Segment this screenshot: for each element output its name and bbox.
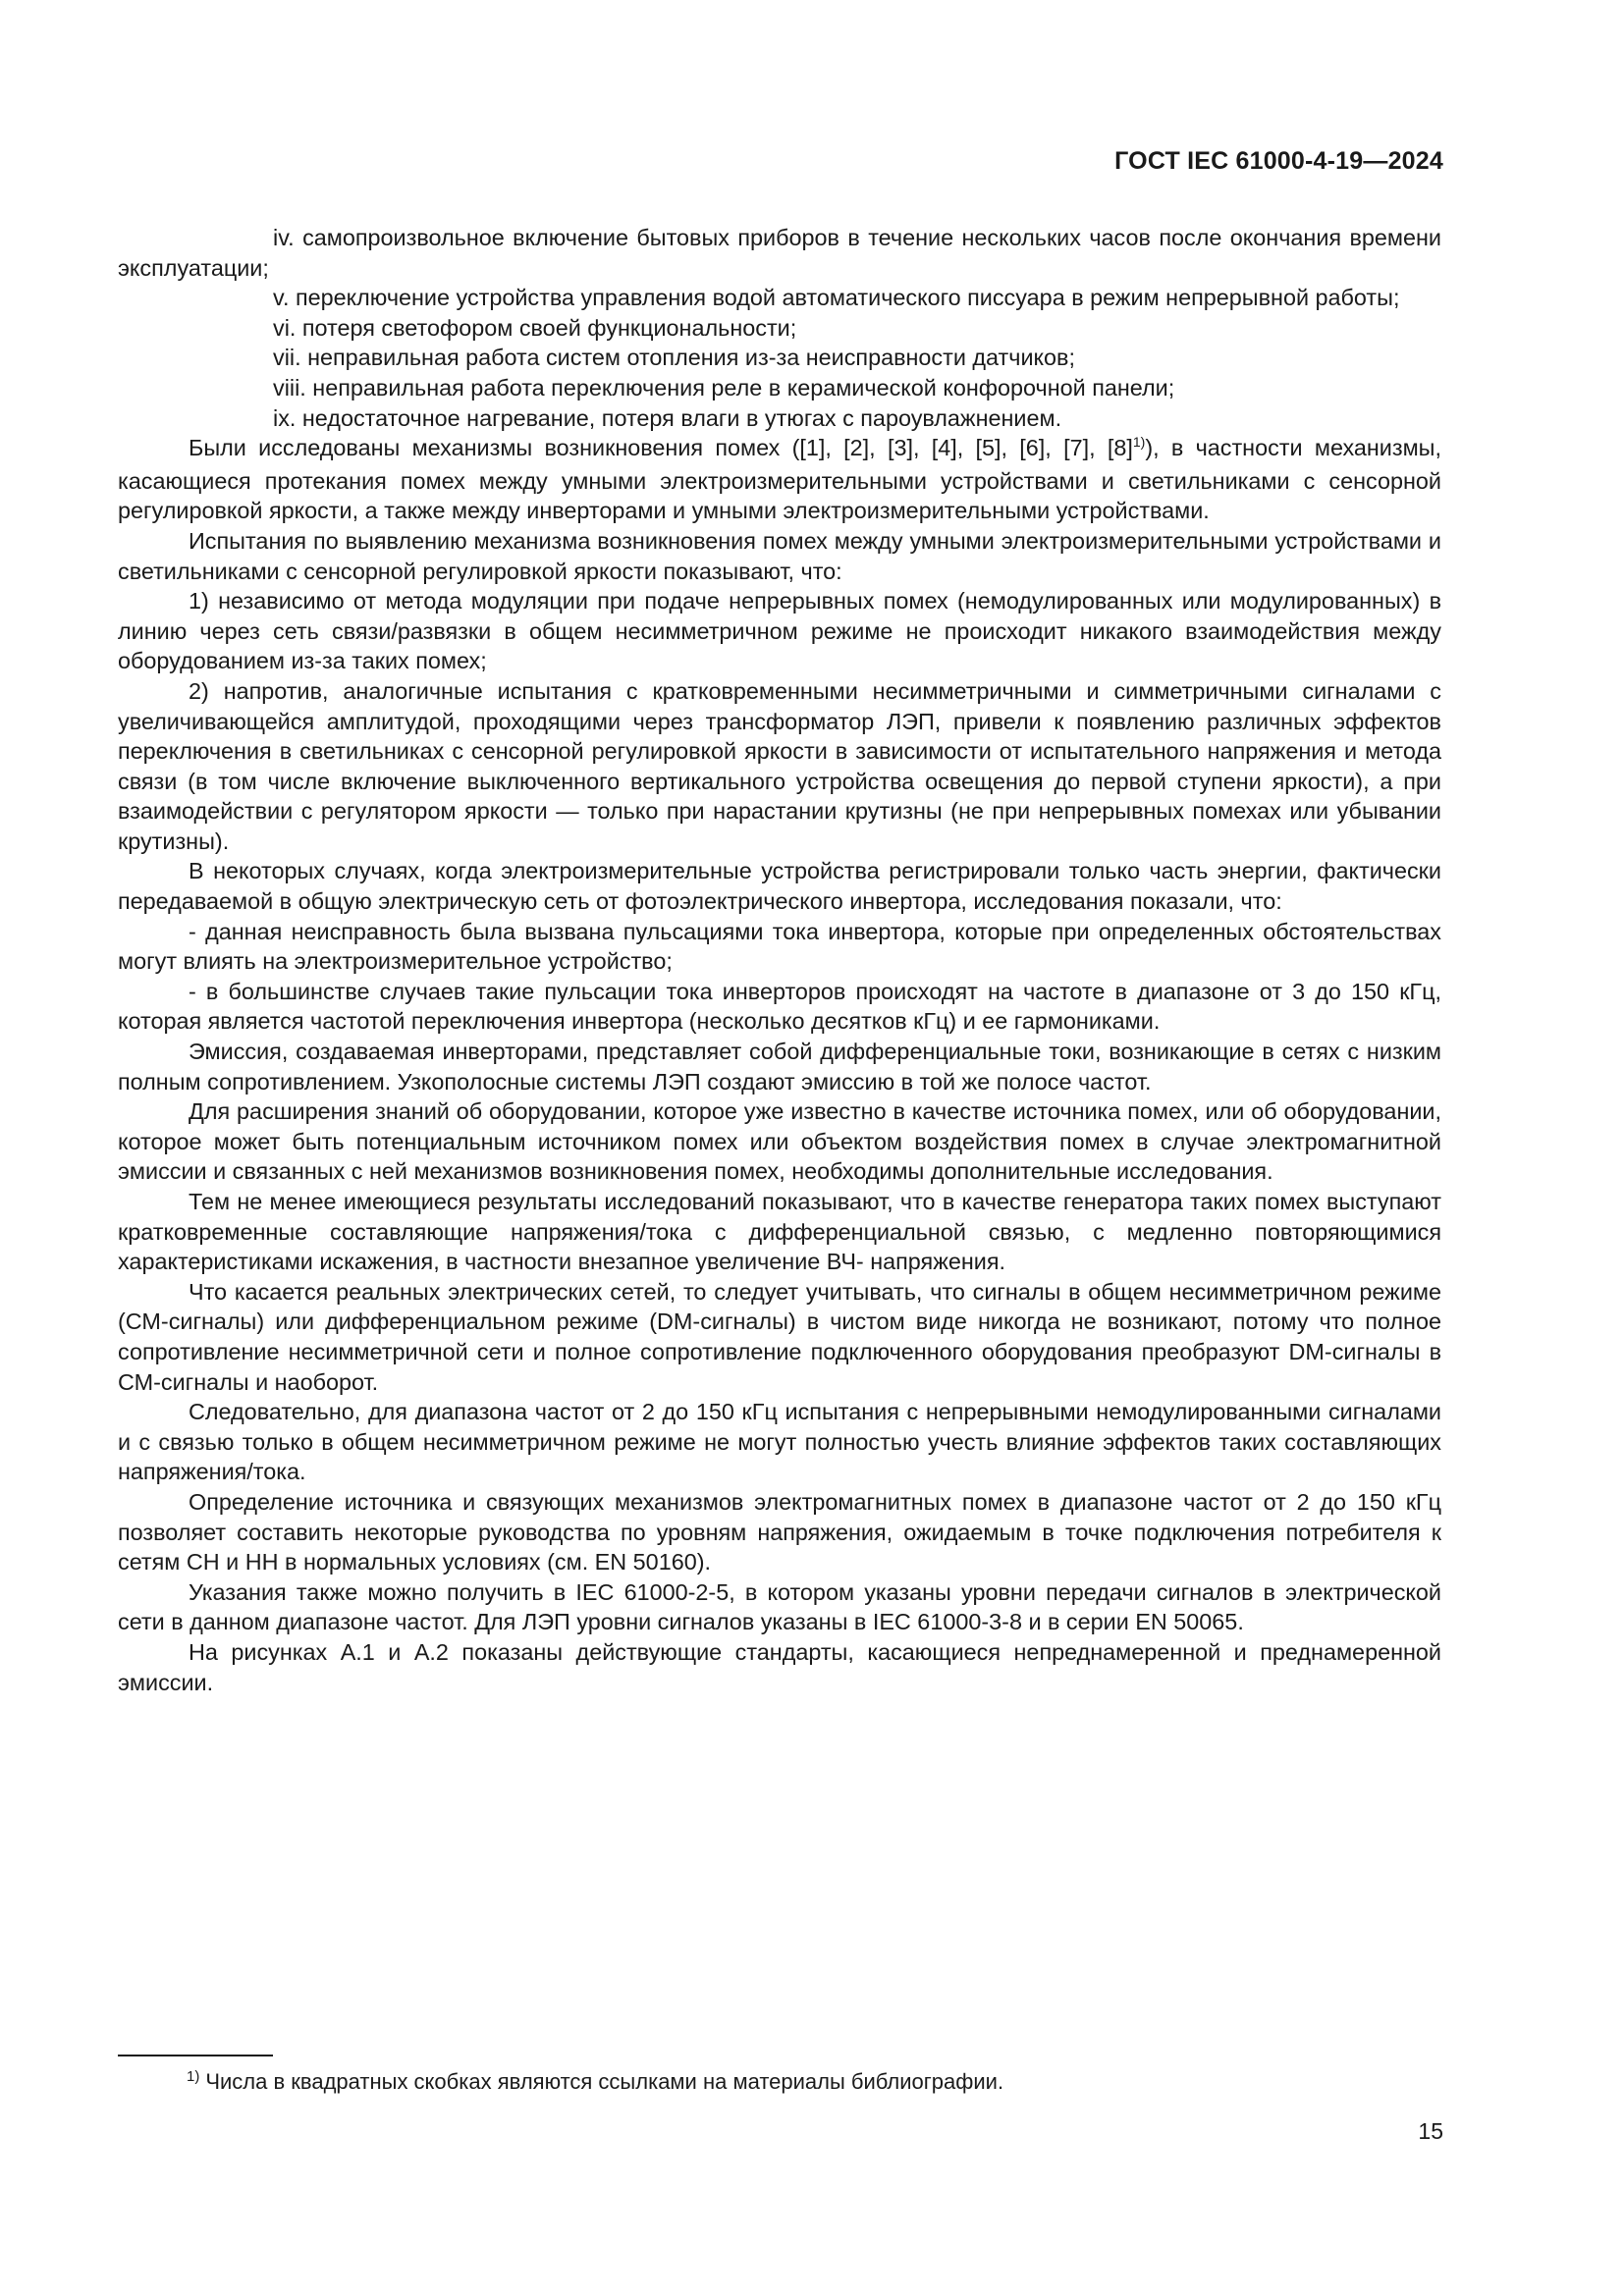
body-text xyxy=(118,223,1441,1697)
footnote-text: Числа в квадратных скобках являются ссылками на материалы библиографии. xyxy=(205,2069,1004,2094)
paragraph-mechanisms-start: Были исследованы механизмы возникновения помех ([1], [2], [3], [4], [5], [6], [7], [8] xyxy=(189,435,1133,461)
paragraph-consequently: Следовательно, для диапазона частот от 2 до 150 кГц испытания с непрерывными немодулированными сигналами и с связью только в общем несимметричном режиме не могут полностью учесть влияние эффектов таких составляющих напряжения/тока. xyxy=(118,1399,1441,1485)
paragraph-results: Тем не менее имеющиеся результаты исследований показывают, что в качестве генератора таких помех выступают кратковременные составляющие напряжения/тока с дифференциальной связью, с медленно повторяющимися характеристиками искажения, в частности внезапное увеличение ВЧ- напряжения. xyxy=(118,1189,1441,1275)
page-number: 15 xyxy=(1418,2118,1443,2144)
footnote-mark: 1) xyxy=(187,2068,200,2085)
paragraph-dash-1: - данная неисправность была вызвана пульсациями тока инвертора, которые при определенных обстоятельствах могут влиять на электроизмерительное устройство; xyxy=(118,918,1441,975)
paragraph-emission: Эмиссия, создаваемая инверторами, представляет собой дифференциальные токи, возникающие в сетях с низким полным сопротивлением. Узкополосные системы ЛЭП создают эмиссию в той же полосе частот. xyxy=(118,1039,1441,1095)
footnote-reference: 1) xyxy=(1132,434,1146,451)
list-item-vi: vi. потеря светофором своей функциональности; xyxy=(273,314,797,341)
list-item-ix: ix. недостаточное нагревание, потеря влаги в утюгах с пароувлажнением. xyxy=(273,404,1062,431)
paragraph-finding-2: 2) напротив, аналогичные испытания с кратковременными несимметричными и симметричными сигналами с увеличивающейся амплитудой, проходящими через трансформатор ЛЭП, привели к появлению различных эффектов переключения в светильниках с сенсорной регулировкой яркости в зависимости от испытательного напряжения и метода связи (в том числе включение выключенного вертикального устройства освещения до первой ступени яркости), а при взаимодействии с регулятором яркости — только при нарастании крутизны (не при непрерывных помехах или убывании крутизны). xyxy=(118,677,1441,854)
paragraph-real-networks: Что касается реальных электрических сетей, то следует учитывать, что сигналы в общем несимметричном режиме (СМ-сигналы) или дифференциальном режиме (DM-сигналы) в чистом виде никогда не возникают, потому что полное сопротивление несимметричной сети и полное сопротивление подключенного оборудования преобразуют DM-сигналы в СМ-сигналы и наоборот. xyxy=(118,1278,1441,1395)
paragraph-mechanisms xyxy=(118,433,1441,526)
paragraph-energy-cases: В некоторых случаях, когда электроизмерительные устройства регистрировали только часть энергии, фактически передаваемой в общую электрическую сеть от фотоэлектрического инвертора, исследования показали, что: xyxy=(118,858,1441,915)
list-item-v: v. переключение устройства управления водой автоматического писсуара в режим непрерывной работы; xyxy=(273,285,1400,311)
paragraph-guidance: Указания также можно получить в IEC 61000-2-5, в котором указаны уровни передачи сигналов в электрической сети в данном диапазоне частот. Для ЛЭП уровни сигналов указаны в IEC 61000-3-8 и в серии EN 50065. xyxy=(118,1578,1441,1635)
footnote xyxy=(187,2068,1003,2099)
footnote-divider xyxy=(118,2055,273,2056)
list-item-iv: iv. самопроизвольное включение бытовых приборов в течение нескольких часов после окончания времени эксплуатации; xyxy=(118,225,1441,281)
document-header: ГОСТ IEC 61000-4-19—2024 xyxy=(1114,147,1443,175)
paragraph-knowledge: Для расширения знаний об оборудовании, которое уже известно в качестве источника помех, или об оборудовании, которое может быть потенциальным источником помех или объектом воздействия помех в случае электромагнитной эмиссии и связанных с ней механизмов возникновения помех, необходимы дополнительные исследования. xyxy=(118,1098,1441,1185)
paragraph-source-definition: Определение источника и связующих механизмов электромагнитных помех в диапазоне частот от 2 до 150 кГц позволяет составить некоторые руководства по уровням напряжения, ожидаемым в точке подключения потребителя к сетям СН и НН в нормальных условиях (см. EN 50160). xyxy=(118,1488,1441,1575)
paragraph-finding-1: 1) независимо от метода модуляции при подаче непрерывных помех (немодулированных или модулированных) в линию через сеть связи/развязки в общем несимметричном режиме не происходит никакого взаимодействия между оборудованием из-за таких помех; xyxy=(118,588,1441,674)
paragraph-mechanisms-end: ), в частности механизмы, касающиеся протекания помех между умными электроизмерительными устройствами и светильниками с сенсорной регулировкой яркости, а также между инверторами и умными электроизмерительными устройствами. xyxy=(118,435,1441,524)
paragraph-tests-intro: Испытания по выявлению механизма возникновения помех между умными электроизмерительными устройствами и светильниками с сенсорной регулировкой яркости показывают, что: xyxy=(118,527,1441,584)
list-item-vii: vii. неправильная работа систем отопления из-за неисправности датчиков; xyxy=(273,345,1075,371)
paragraph-figures: На рисунках А.1 и А.2 показаны действующие стандарты, касающиеся непреднамеренной и преднамеренной эмиссии. xyxy=(118,1638,1441,1695)
paragraph-dash-2: - в большинстве случаев такие пульсации тока инверторов происходят на частоте в диапазоне от 3 до 150 кГц, которая является частотой переключения инвертора (несколько десятков кГц) и ее гармониками. xyxy=(118,978,1441,1035)
list-item-viii: viii. неправильная работа переключения реле в керамической конфорочной панели; xyxy=(273,374,1175,400)
